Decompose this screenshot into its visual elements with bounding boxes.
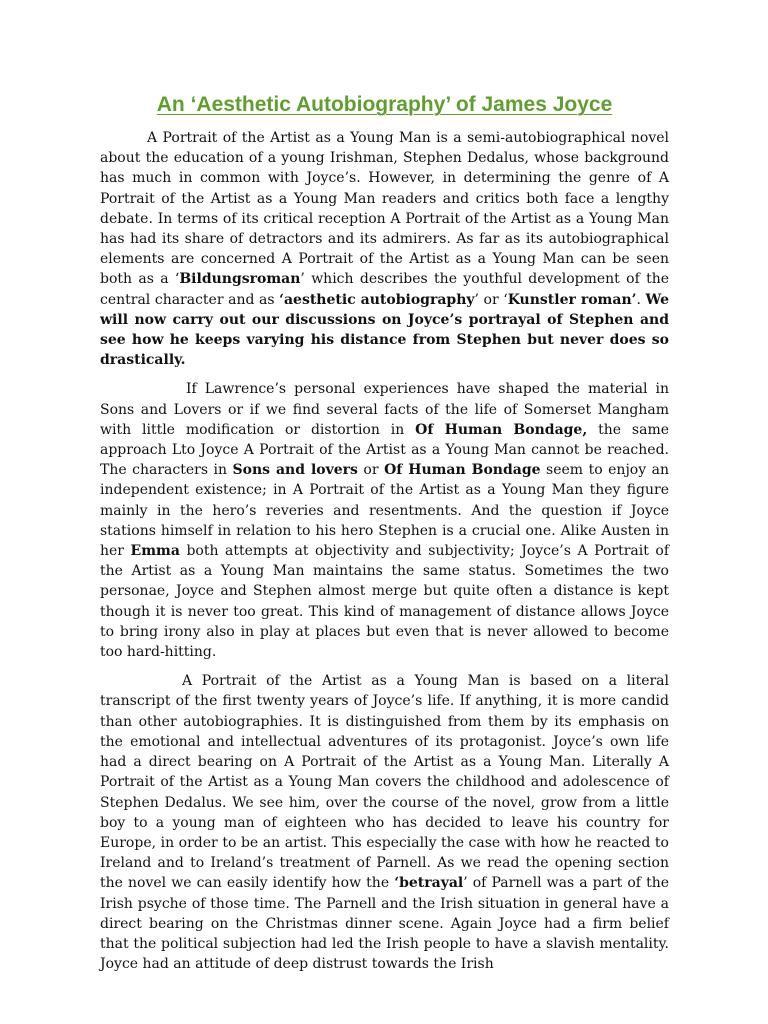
paragraph-1-text-3: ’ or ‘ [474,291,508,308]
paragraph-3-bold-1: ‘betrayal [394,875,464,892]
paragraph-1-bold-1: Bildungsroman [179,271,301,288]
paragraph-3 [100,671,669,974]
paragraph-3-text-1: A Portrait of the Artist as a Young Man is based on a literal transcript of the first twenty years of Joyce’s life. If anything, it is more candid than other autobiographies. It is distinguished from them by its emphasis on the emotional and intellectual adventures of its protagonist. Joyce’s own life had a direct bearing on A Portrait of the Artist as a Young Man. Literally A Portrait of the Artist as a Young Man covers the childhood and adolescence of Stephen Dedalus. We see him, over the course of the novel, grow from a little boy to a young man of eighteen who has decided to leave his country for Europe, in order to be an artist. This especially the case with how he reacted to Ireland and to Ireland’s treatment of Parnell. As we read the opening section the novel we can easily identify how the [100,673,669,892]
paragraph-1-bold-4: We will now carry out our discussions on Joyce’s portrayal of Stephen and see how he keeps varying his distance from Stephen but never does so drastically. [100,291,670,369]
paragraph-2-text-4: seem to enjoy an independent existence; in A Portrait of the Artist as a Young Man they figure mainly in the hero’s reveries and resentments. And the question if Joyce stations himself in relation to his hero Stephen is a crucial one. Alike Austen in her [100,462,669,560]
paragraph-2-text-1: If Lawrence’s personal experiences have shaped the material in Sons and Lovers or if we find several facts of the life of Somerset Mangham with little modification or distortion in [100,381,669,438]
paragraph-1-text-2: ’ which describes the youthful development of the central character and as [100,271,669,308]
paragraph-1 [100,128,669,370]
paragraph-2-text-3: or [357,462,385,479]
paragraph-2-bold-4: Emma [130,543,180,560]
paragraph-1-text-1: A Portrait of the Artist as a Young Man is a semi-autobiographical novel about the education of a young Irishman, Stephen Dedalus, whose background has much in common with Joyce’s. However, in determining the genre of A Portrait of the Artist as a Young Man readers and critics both face a lengthy debate. In terms of its critical reception A Portrait of the Artist as a Young Man has had its share of detractors and its admirers. As far as its autobiographical elements are concerned A Portrait of the Artist as a Young Man can be seen both as a ‘ [100,130,669,288]
paragraph-2-text-2: the same approach Lto Joyce A Portrait of the Artist as a Young Man cannot be reached. The characters in [100,421,670,479]
paragraph-1-bold-3: Kunstler roman’ [507,291,637,308]
paragraph-1-text-4: . [636,291,646,308]
paragraph-2 [100,379,669,662]
paragraph-3-text-2: ’ of Parnell was a part of the Irish psyche of those time. The Parnell and the Irish situation in general have a direct bearing on the Christmas dinner scene. Again Joyce had a firm belief that the political subjection had led the Irish people to have a slavish mentality. Joyce had an attitude of deep distrust towards the Irish [100,875,670,973]
paragraph-2-bold-3: Of Human Bondage [384,462,541,479]
paragraph-2-bold-1: Of Human Bondage, [415,421,588,438]
paragraph-2-text-5: both attempts at objectivity and subjectivity; Joyce’s A Portrait of the Artist as a Young Man maintains the same status. Sometimes the two personae, Joyce and Stephen almost merge but quite often a distance is kept though it is never too great. This kind of management of distance allows Joyce to bring irony also in play at places but even that is never allowed to become too hard-hitting. [100,543,669,661]
document-page [100,92,669,983]
page-title: An ‘Aesthetic Autobiography’ of James Joyce [156,93,613,116]
paragraph-2-bold-2: Sons and lovers [232,462,358,479]
paragraph-1-bold-2: ‘aesthetic autobiography [279,291,475,308]
